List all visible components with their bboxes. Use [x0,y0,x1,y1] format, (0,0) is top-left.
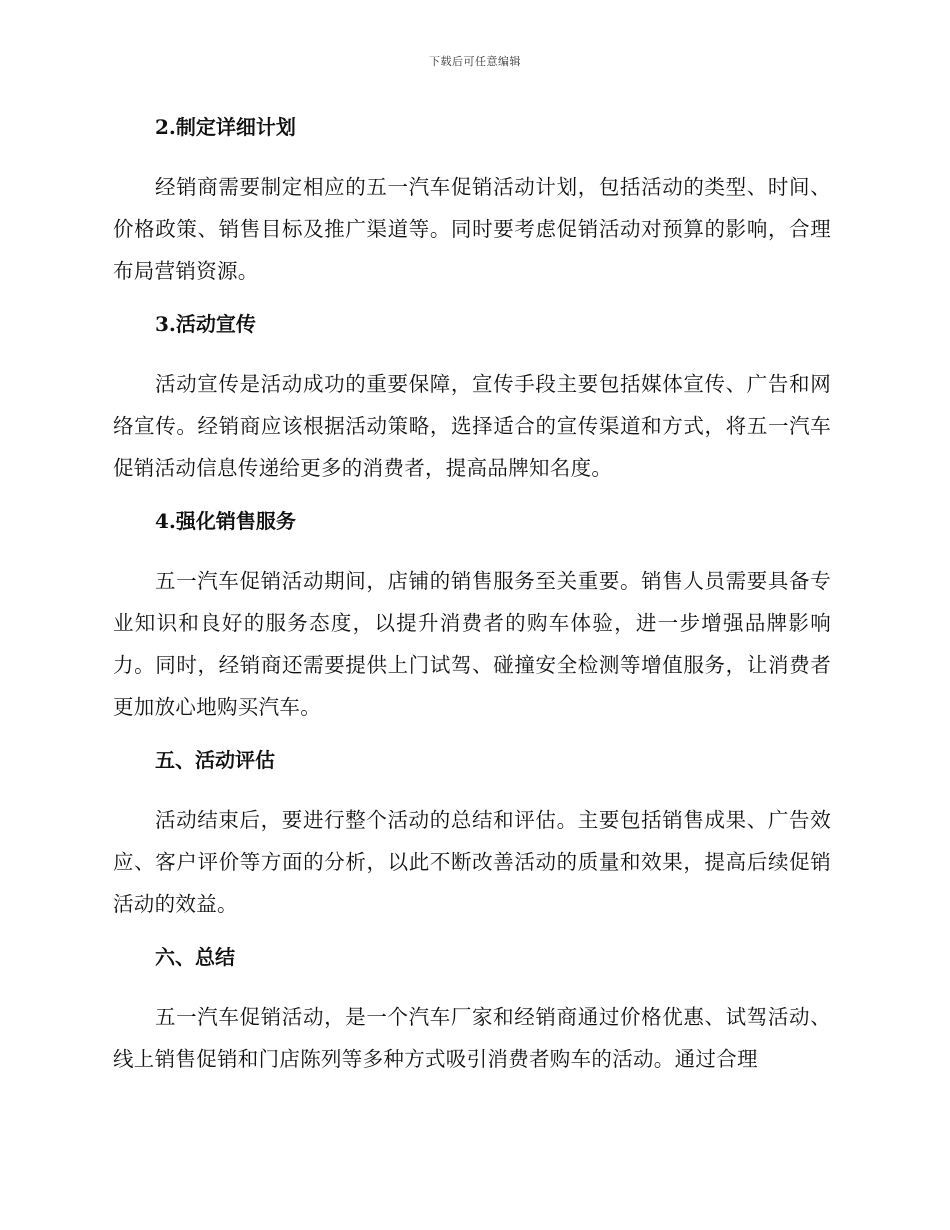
section-heading-plan: 2.制定详细计划 [155,115,296,139]
section-heading-sales-service: 4.强化销售服务 [155,509,296,533]
section-paragraph-sales-service: 五一汽车促销活动期间，店铺的销售服务至关重要。销售人员需要具备专业知识和良好的服务态度，以提升消费者的购车体验，进一步增强品牌影响力。同时，经销商还需要提供上门试驾、碰撞安全检测等增值服务，让消费者更加放心地购买汽车。 [113,569,831,719]
section-heading-summary: 六、总结 [155,945,235,969]
section-paragraph-summary: 五一汽车促销活动，是一个汽车厂家和经销商通过价格优惠、试驾活动、线上销售促销和门店陈列等多种方式吸引消费者购车的活动。通过合理 [113,1005,831,1071]
section-paragraph-promotion: 活动宣传是活动成功的重要保障，宣传手段主要包括媒体宣传、广告和网络宣传。经销商应该根据活动策略，选择适合的宣传渠道和方式，将五一汽车促销活动信息传递给更多的消费者，提高品牌知名度。 [113,372,831,480]
section-paragraph-evaluation: 活动结束后，要进行整个活动的总结和评估。主要包括销售成果、广告效应、客户评价等方面的分析，以此不断改善活动的质量和效果，提高后续促销活动的效益。 [113,808,831,916]
section-paragraph-plan: 经销商需要制定相应的五一汽车促销活动计划，包括活动的类型、时间、价格政策、销售目标及推广渠道等。同时要考虑促销活动对预算的影响，合理布局营销资源。 [113,175,831,283]
document-body [113,110,831,1095]
section-heading-promotion: 3.活动宣传 [155,312,256,336]
section-heading-evaluation: 五、活动评估 [155,748,275,772]
page-header-note: 下载后可任意编辑 [429,55,521,68]
